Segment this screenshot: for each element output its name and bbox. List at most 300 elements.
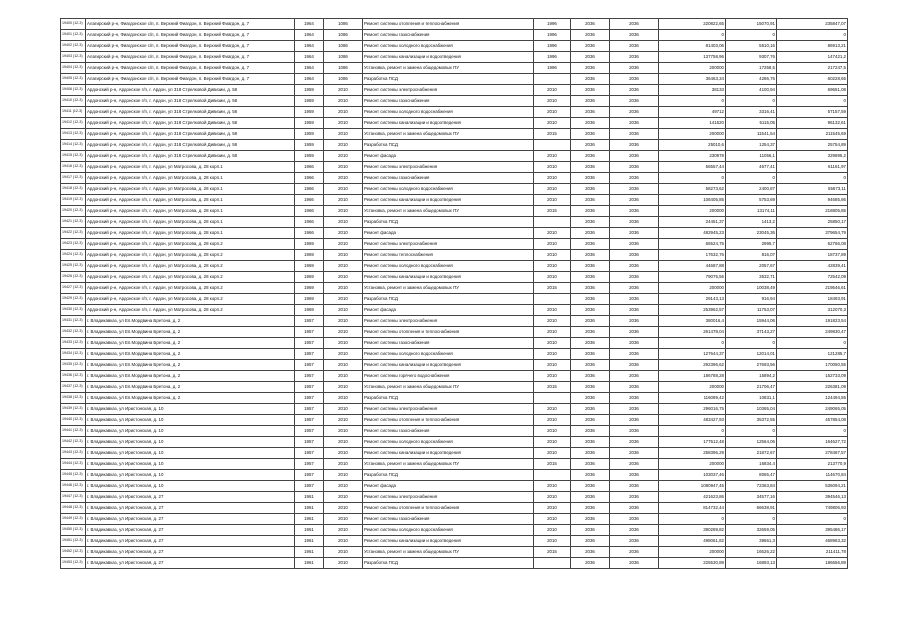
table-cell: 2036 <box>571 140 610 151</box>
table-cell: Ремонт системы канализации и водоотведения <box>363 272 534 283</box>
table-cell: 2010 <box>324 250 363 261</box>
table-cell: 2036 <box>610 206 659 217</box>
table-cell: Ардонский р-н, Ардонское г/п, г. Ардон, ул Матросова, д. 28 корп.2 <box>86 239 295 250</box>
table-cell: 2010 <box>534 118 571 129</box>
table-cell: 2010 <box>324 371 363 382</box>
table-cell: 2036 <box>571 85 610 96</box>
table-cell: 1086 <box>324 19 363 30</box>
table-cell: 1996 <box>534 30 571 41</box>
table-cell: 2036 <box>610 283 659 294</box>
table-cell: 2010 <box>324 547 363 558</box>
table-cell: 2036 <box>571 173 610 184</box>
table-cell: 191823,54 <box>777 316 848 327</box>
table-cell: Установка, ремонт и замена общедомовых ПУ <box>363 547 534 558</box>
table-cell: 2010 <box>324 448 363 459</box>
table-cell: 19438 (12-3) <box>61 393 86 404</box>
table-cell: 2036 <box>610 558 659 569</box>
table-cell: 2010 <box>324 327 363 338</box>
table-cell: 1969 <box>295 294 324 305</box>
table-row <box>61 85 848 96</box>
table-cell: 2036 <box>571 250 610 261</box>
table-cell: 1966 <box>295 206 324 217</box>
table-cell: Ремонт системы газоснабжения <box>363 426 534 437</box>
table-cell: 10831,1 <box>726 393 777 404</box>
table-cell: 482945,23 <box>659 228 726 239</box>
table-cell: 749806,93 <box>777 503 848 514</box>
table-cell: 1957 <box>295 360 324 371</box>
table-cell: 394546,13 <box>777 492 848 503</box>
table-cell: 2036 <box>610 217 659 228</box>
table-cell <box>534 393 571 404</box>
table-cell: 2010 <box>534 250 571 261</box>
table-cell: г. Владикавказ, ул Иристонская, д. 27 <box>86 492 295 503</box>
table-cell: 2015 <box>534 129 571 140</box>
table-row <box>61 96 848 107</box>
table-cell: Ремонт системы отопления и теплоснабжения <box>363 503 534 514</box>
table-cell: г. Владикавказ, ул Еп.Мордвина Бретона, д. 2 <box>86 327 295 338</box>
table-cell: 200000 <box>659 283 726 294</box>
table-cell: 147421,2 <box>777 52 848 63</box>
table-cell: г. Владикавказ, ул Иристонская, д. 10 <box>86 415 295 426</box>
table-cell: 2010 <box>534 525 571 536</box>
table-cell: 2010 <box>324 393 363 404</box>
table-cell <box>534 217 571 228</box>
table-row <box>61 52 848 63</box>
table-cell: 1957 <box>295 415 324 426</box>
table-cell <box>534 558 571 569</box>
table-row <box>61 349 848 360</box>
table-cell: 94685,86 <box>777 195 848 206</box>
table-cell: 2036 <box>571 272 610 283</box>
table-cell: 2010 <box>324 382 363 393</box>
table-cell: 1996 <box>534 63 571 74</box>
table-cell: 1961 <box>295 503 324 514</box>
table-cell: 19424 (12-3) <box>61 250 86 261</box>
table-cell: 19413 (12-3) <box>61 129 86 140</box>
table-cell: 2010 <box>534 96 571 107</box>
table-cell: 225530,89 <box>659 558 726 569</box>
table-cell: 18737,89 <box>777 250 848 261</box>
table-cell: 2010 <box>534 151 571 162</box>
table-cell: 498061,82 <box>659 536 726 547</box>
table-cell: 2015 <box>534 283 571 294</box>
table-cell: 1957 <box>295 404 324 415</box>
table-row <box>61 206 848 217</box>
table-cell: 0 <box>777 96 848 107</box>
table-cell: 42839,41 <box>777 261 848 272</box>
table-cell: 379654,79 <box>777 228 848 239</box>
table-cell: Ремонт системы электроснабжения <box>363 162 534 173</box>
table-cell: Ремонт системы холодного водоснабжения <box>363 349 534 360</box>
table-cell: Ремонт системы канализации и водоотведения <box>363 536 534 547</box>
table-cell: Ардонский р-н, Ардонское г/п, г. Ардон, ул 318 Стрелковой Дивизии, д. 58 <box>86 129 295 140</box>
table-cell: 2036 <box>571 118 610 129</box>
table-cell: 468963,32 <box>777 536 848 547</box>
table-cell: 4286,76 <box>726 74 777 85</box>
table-cell: 24451,37 <box>659 217 726 228</box>
table-cell: Ремонт системы холодного водоснабжения <box>363 184 534 195</box>
table-row <box>61 503 848 514</box>
table-cell: 2010 <box>324 96 363 107</box>
table-cell: 108405,85 <box>659 195 726 206</box>
table-cell: 0 <box>726 426 777 437</box>
table-cell: 2010 <box>534 195 571 206</box>
table-cell: 2036 <box>571 338 610 349</box>
table-cell: 1969 <box>295 239 324 250</box>
table-cell: 2010 <box>534 173 571 184</box>
table-cell: 17632,76 <box>659 250 726 261</box>
table-cell: 81403,06 <box>659 41 726 52</box>
table-cell: Ардонский р-н, Ардонское г/п, г. Ардон, ул Матросова, д. 28 корп.1 <box>86 184 295 195</box>
table-cell: 1957 <box>295 448 324 459</box>
table-cell: 1957 <box>295 316 324 327</box>
table-cell: 2036 <box>610 547 659 558</box>
table-cell: Ардонский р-н, Ардонское г/п, г. Ардон, ул Матросова, д. 28 корп.1 <box>86 173 295 184</box>
table-cell: 1413,2 <box>726 217 777 228</box>
table-cell: 11541,54 <box>726 129 777 140</box>
table-cell: 19401 (12-3) <box>61 30 86 41</box>
table-row <box>61 536 848 547</box>
table-cell: 2036 <box>610 503 659 514</box>
table-cell: Ремонт системы газоснабжения <box>363 96 534 107</box>
table-cell: 66638,91 <box>726 503 777 514</box>
table-cell: 19427 (12-3) <box>61 283 86 294</box>
table-cell: 0 <box>659 30 726 41</box>
table-cell: 816,07 <box>726 250 777 261</box>
table-cell: 2010 <box>324 151 363 162</box>
table-cell: 2010 <box>324 536 363 547</box>
table-cell: 2010 <box>534 514 571 525</box>
table-cell: 2010 <box>324 272 363 283</box>
table-cell: 2010 <box>324 206 363 217</box>
table-cell: 2036 <box>571 404 610 415</box>
table-cell: 1966 <box>295 195 324 206</box>
table-cell: 9307,76 <box>726 52 777 63</box>
table-cell: 2010 <box>534 228 571 239</box>
table-cell: Ардонский р-н, Ардонское г/п, г. Ардон, ул 318 Стрелковой Дивизии, д. 58 <box>86 85 295 96</box>
table-cell: 25850,17 <box>777 217 848 228</box>
table-cell: 329895,2 <box>777 151 848 162</box>
table-cell: 2010 <box>324 173 363 184</box>
table-cell: 2036 <box>610 250 659 261</box>
table-cell: 19432 (12-3) <box>61 327 86 338</box>
table-cell: 44687,88 <box>659 261 726 272</box>
table-cell: 2036 <box>610 470 659 481</box>
table-cell: 1957 <box>295 349 324 360</box>
table-cell: Ремонт системы электроснабжения <box>363 492 534 503</box>
table-cell: Ардонский р-н, Ардонское г/п, г. Ардон, ул Матросова, д. 28 корп.1 <box>86 162 295 173</box>
table-row <box>61 118 848 129</box>
table-cell: 2036 <box>571 184 610 195</box>
table-cell: 57157,59 <box>777 107 848 118</box>
table-cell: 49712 <box>659 107 726 118</box>
table-cell: 2036 <box>571 19 610 30</box>
table-row <box>61 261 848 272</box>
table-cell: 10365,04 <box>726 404 777 415</box>
table-cell: 1959 <box>295 140 324 151</box>
table-cell: 19443 (12-3) <box>61 448 86 459</box>
table-cell: 2036 <box>571 492 610 503</box>
table-cell: 2036 <box>571 228 610 239</box>
table-row <box>61 547 848 558</box>
table-cell: 249065,05 <box>777 404 848 415</box>
table-cell: г. Владикавказ, ул Иристонская, д. 10 <box>86 404 295 415</box>
table-cell: 2010 <box>534 239 571 250</box>
table-cell: Ремонт системы газоснабжения <box>363 30 534 41</box>
table-cell: Разработка ПСД <box>363 558 534 569</box>
table-cell: 35372,55 <box>726 415 777 426</box>
table-cell: Ремонт фасада <box>363 151 534 162</box>
table-cell: 0 <box>777 514 848 525</box>
table-row <box>61 239 848 250</box>
table-cell: 12014,01 <box>726 349 777 360</box>
table-cell: 2036 <box>610 239 659 250</box>
table-cell: Ардонский р-н, Ардонское г/п, г. Ардон, ул 318 Стрелковой Дивизии, д. 58 <box>86 151 295 162</box>
table-row <box>61 217 848 228</box>
table-cell: 2036 <box>571 470 610 481</box>
table-row <box>61 272 848 283</box>
table-cell: 2036 <box>571 206 610 217</box>
table-row <box>61 184 848 195</box>
table-cell: 2010 <box>324 415 363 426</box>
table-cell: г. Владикавказ, ул Иристонская, д. 10 <box>86 459 295 470</box>
table-cell: 19429 (12-3) <box>61 294 86 305</box>
table-cell: 218805,85 <box>777 206 848 217</box>
table-cell: Разработка ПСД <box>363 294 534 305</box>
table-cell: 2036 <box>571 481 610 492</box>
table-cell: 1966 <box>295 228 324 239</box>
table-cell: 2036 <box>610 481 659 492</box>
table-cell: 114670,84 <box>777 470 848 481</box>
table-cell: 1996 <box>534 52 571 63</box>
table-cell: 2010 <box>324 437 363 448</box>
table-cell: 2057,67 <box>726 261 777 272</box>
table-cell: 1964 <box>295 74 324 85</box>
table-cell: г. Владикавказ, ул Иристонская, д. 27 <box>86 547 295 558</box>
table-cell: 2010 <box>324 261 363 272</box>
table-cell: 0 <box>659 173 726 184</box>
table-cell: г. Владикавказ, ул Еп.Мордвина Бретона, д. 2 <box>86 393 295 404</box>
table-cell: 213770,9 <box>777 459 848 470</box>
table-cell: 2036 <box>610 63 659 74</box>
table-row <box>61 525 848 536</box>
table-cell: г. Владикавказ, ул Еп.Мордвина Бретона, д. 2 <box>86 382 295 393</box>
table-cell: 15944,06 <box>726 316 777 327</box>
table-cell: 127644,37 <box>659 349 726 360</box>
table-cell: 1957 <box>295 327 324 338</box>
table-cell: Установка, ремонт и замена общедомовых ПУ <box>363 63 534 74</box>
table-cell: 2036 <box>610 316 659 327</box>
table-cell: 1969 <box>295 261 324 272</box>
works-table-body <box>61 19 848 569</box>
table-cell: Установка, ремонт и замена общедомовых ПУ <box>363 459 534 470</box>
table-cell: 916,94 <box>726 294 777 305</box>
table-cell: 2010 <box>324 118 363 129</box>
table-row <box>61 316 848 327</box>
table-cell: 2010 <box>324 492 363 503</box>
table-cell: 19437 (12-3) <box>61 382 86 393</box>
table-cell: 2015 <box>534 459 571 470</box>
table-cell: 1964 <box>295 30 324 41</box>
table-cell: 2036 <box>571 129 610 140</box>
table-cell: 2010 <box>534 415 571 426</box>
table-cell: 1961 <box>295 558 324 569</box>
table-cell: 0 <box>659 338 726 349</box>
table-cell: 230978 <box>659 151 726 162</box>
table-cell: 2036 <box>571 503 610 514</box>
table-cell: 5510,16 <box>726 41 777 52</box>
table-cell: 1959 <box>295 118 324 129</box>
table-cell: 2036 <box>610 426 659 437</box>
table-cell: 12564,06 <box>726 437 777 448</box>
table-cell: 1086 <box>324 52 363 63</box>
table-cell: 152733,09 <box>777 371 848 382</box>
table-cell: 23045,36 <box>726 228 777 239</box>
table-cell: 1957 <box>295 393 324 404</box>
table-cell: 200000 <box>659 382 726 393</box>
table-cell: 2036 <box>610 371 659 382</box>
table-row <box>61 404 848 415</box>
table-cell: 0 <box>659 96 726 107</box>
table-cell: 65524,75 <box>659 239 726 250</box>
table-row <box>61 327 848 338</box>
table-cell: 2036 <box>571 52 610 63</box>
table-cell: 5753,69 <box>726 195 777 206</box>
table-cell: 390289,82 <box>659 525 726 536</box>
table-cell: Ремонт системы электроснабжения <box>363 85 534 96</box>
table-cell: 2036 <box>610 382 659 393</box>
table-cell: 19453 (12-3) <box>61 558 86 569</box>
table-cell: 2036 <box>610 272 659 283</box>
table-row <box>61 415 848 426</box>
table-cell: 19415 (12-3) <box>61 151 86 162</box>
table-cell: 235847,07 <box>777 19 848 30</box>
table-cell: 2010 <box>534 316 571 327</box>
table-cell: 2010 <box>534 404 571 415</box>
table-row <box>61 140 848 151</box>
table-cell: 2036 <box>610 492 659 503</box>
table-cell: 2400,87 <box>726 184 777 195</box>
table-cell: 19405 (12-3) <box>61 74 86 85</box>
table-cell: 2036 <box>571 151 610 162</box>
table-cell: 69651,08 <box>777 85 848 96</box>
table-cell: 1969 <box>295 250 324 261</box>
table-row <box>61 228 848 239</box>
table-cell: 164627,72 <box>777 437 848 448</box>
table-cell: 2010 <box>534 448 571 459</box>
table-cell: 200000 <box>659 63 726 74</box>
table-cell: 2036 <box>571 294 610 305</box>
table-cell: 19441 (12-3) <box>61 426 86 437</box>
table-row <box>61 470 848 481</box>
table-cell: 19448 (12-3) <box>61 503 86 514</box>
table-cell: 39661,3 <box>726 536 777 547</box>
table-cell: 170050,55 <box>777 360 848 371</box>
table-cell: 2010 <box>534 426 571 437</box>
table-cell: 37143,27 <box>726 327 777 338</box>
table-cell: 2010 <box>534 327 571 338</box>
table-cell: г. Владикавказ, ул Иристонская, д. 27 <box>86 558 295 569</box>
table-cell: 19451 (12-3) <box>61 536 86 547</box>
table-cell: 200000 <box>659 206 726 217</box>
table-cell: 2036 <box>610 404 659 415</box>
table-cell: г. Владикавказ, ул Иристонская, д. 10 <box>86 470 295 481</box>
table-row <box>61 283 848 294</box>
table-cell: 1957 <box>295 437 324 448</box>
table-cell: 457854,08 <box>777 415 848 426</box>
table-cell: 13174,11 <box>726 206 777 217</box>
table-row <box>61 338 848 349</box>
table-cell: 1957 <box>295 371 324 382</box>
table-cell: Алагирский р-н, Фиагдонское с/п, п. Верхний Фиагдон, п. Верхний Фиагдон, д. 7 <box>86 74 295 85</box>
table-cell: 2036 <box>571 525 610 536</box>
table-cell: 1964 <box>295 63 324 74</box>
table-row <box>61 481 848 492</box>
table-cell: г. Владикавказ, ул Иристонская, д. 27 <box>86 514 295 525</box>
table-cell: 1086 <box>324 41 363 52</box>
table-cell: Ремонт системы канализации и водоотведения <box>363 52 534 63</box>
table-cell: 3532,71 <box>726 272 777 283</box>
table-cell: Ремонт системы холодного водоснабжения <box>363 437 534 448</box>
table-cell: 2036 <box>610 349 659 360</box>
table-cell: 19434 (12-3) <box>61 349 86 360</box>
table-cell: 2010 <box>534 503 571 514</box>
table-cell: 137758,96 <box>659 52 726 63</box>
table-cell: 2036 <box>610 151 659 162</box>
table-cell: 1959 <box>295 129 324 140</box>
table-cell: 2010 <box>324 184 363 195</box>
table-cell: 0 <box>726 30 777 41</box>
table-cell: 0 <box>726 514 777 525</box>
table-cell: 19421 (12-3) <box>61 217 86 228</box>
table-row <box>61 162 848 173</box>
table-row <box>61 305 848 316</box>
table-cell: 249830,47 <box>777 327 848 338</box>
table-cell: 1996 <box>534 41 571 52</box>
table-cell: 2036 <box>571 107 610 118</box>
table-cell: 2010 <box>324 305 363 316</box>
table-cell: 19419 (12-3) <box>61 195 86 206</box>
table-cell: Алагирский р-н, Фиагдонское с/п, п. Верхний Фиагдон, п. Верхний Фиагдон, д. 7 <box>86 19 295 30</box>
table-cell: 1086 <box>324 63 363 74</box>
table-cell: 19410 (12-3) <box>61 96 86 107</box>
table-cell: Ремонт системы отопления и теплоснабжения <box>363 415 534 426</box>
table-cell: 61161,97 <box>777 162 848 173</box>
table-cell: Ардонский р-н, Ардонское г/п, г. Ардон, ул Матросова, д. 28 корп.1 <box>86 206 295 217</box>
table-cell: 19442 (12-3) <box>61 437 86 448</box>
table-cell: 8065,47 <box>726 470 777 481</box>
table-cell: г. Владикавказ, ул Иристонская, д. 10 <box>86 426 295 437</box>
table-cell: Разработка ПСД <box>363 393 534 404</box>
table-cell: Установка, ремонт и замена общедомовых ПУ <box>363 206 534 217</box>
table-cell: 2036 <box>571 349 610 360</box>
table-cell: 1969 <box>295 272 324 283</box>
table-cell: 10038,49 <box>726 283 777 294</box>
table-cell: 2036 <box>610 415 659 426</box>
table-cell: 2036 <box>610 85 659 96</box>
table-cell: 19446 (12-3) <box>61 481 86 492</box>
table-cell: 19450 (12-3) <box>61 525 86 536</box>
table-cell: 0 <box>777 173 848 184</box>
table-cell: 2036 <box>610 140 659 151</box>
table-cell: Разработка ПСД <box>363 470 534 481</box>
table-cell: 2036 <box>571 437 610 448</box>
table-cell: 36463,34 <box>659 74 726 85</box>
table-cell: 2036 <box>610 327 659 338</box>
table-cell: 2036 <box>571 327 610 338</box>
table-cell: 0 <box>777 426 848 437</box>
table-cell: 2036 <box>571 382 610 393</box>
